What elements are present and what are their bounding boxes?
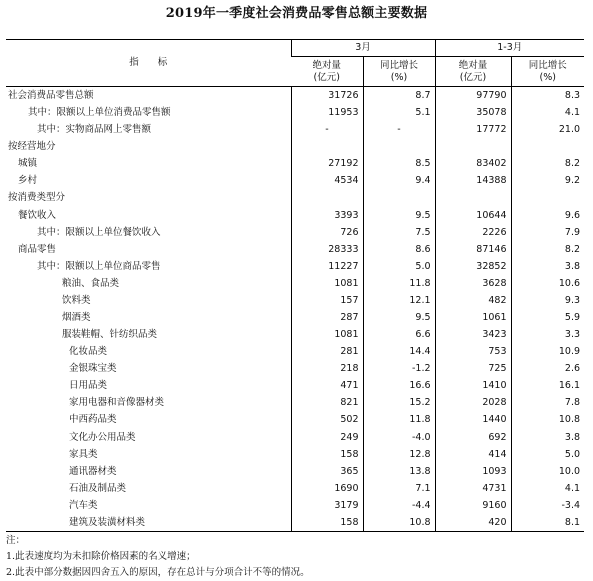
cell-quarter-yoy: 7.9 [511,224,584,241]
cell-month-yoy: - [363,121,435,138]
cell-quarter-abs: 692 [435,429,511,446]
row-label: 粮油、食品类 [62,277,120,289]
cell-month-abs: 287 [291,309,363,326]
row-label: 商品零售 [18,243,57,255]
cell-quarter-abs: 2028 [435,394,511,411]
table-row [6,121,584,138]
row-label: 社会消费品零售总额 [8,90,94,101]
cell-quarter-yoy: 8.1 [511,514,584,531]
cell-month-yoy: 8.5 [363,155,435,172]
cell-quarter-abs: 9160 [435,497,511,514]
cell-quarter-abs: 1440 [435,411,511,428]
row-label: 其中：限额以上单位餐饮收入 [37,226,161,238]
note-1: 1.此表速度均为未扣除价格因素的名义增速； [6,551,196,562]
cell-month-yoy: 12.1 [363,292,435,309]
row-label: 家用电器和音像器材类 [69,397,165,409]
row-label: 饮料类 [62,294,91,306]
table-row [6,429,584,446]
cell-month-yoy: 15.2 [363,394,435,411]
cell-quarter-yoy: 3.3 [511,326,584,343]
cell-quarter-abs: 1061 [435,309,511,326]
cell-quarter-yoy: 8.3 [511,87,584,105]
row-label: 城镇 [18,158,38,170]
cell-quarter-yoy: 8.2 [511,241,584,258]
cell-month-yoy: 8.7 [363,87,435,105]
row-label: 石油及制品类 [69,482,127,494]
table-row [6,480,584,497]
row-label: 按经营地分 [8,141,56,153]
cell-quarter-yoy: 5.0 [511,446,584,463]
table-row [6,360,584,377]
cell-quarter-yoy [511,189,584,206]
cell-quarter-abs: 32852 [435,258,511,275]
cell-month-abs: 1081 [291,275,363,292]
cell-month-yoy: 13.8 [363,463,435,480]
table-row [6,189,584,206]
row-label: 建筑及装潢材料类 [69,516,146,528]
table-row [6,155,584,172]
cell-quarter-abs: 1410 [435,377,511,394]
table-row [6,326,584,343]
header-period-month: 3月 [291,40,435,57]
row-label: 家具类 [69,448,98,460]
cell-month-abs: 218 [291,360,363,377]
bottom-rule [6,531,584,532]
cell-quarter-abs: 725 [435,360,511,377]
cell-month-abs: 726 [291,224,363,241]
row-label: 乡村 [18,175,38,187]
table-row [6,275,584,292]
cell-month-abs [291,189,363,206]
cell-quarter-abs [435,138,511,155]
cell-month-yoy: 5.0 [363,258,435,275]
row-label: 通讯器材类 [69,465,117,477]
row-label: 文化办公用品类 [69,431,136,443]
table-row [6,394,584,411]
cell-quarter-abs: 482 [435,292,511,309]
cell-month-yoy: 9.5 [363,309,435,326]
cell-month-yoy: 9.4 [363,172,435,189]
table-row [6,309,584,326]
cell-month-abs: 28333 [291,241,363,258]
header-row-periods [6,40,584,57]
cell-month-abs: 471 [291,377,363,394]
header-abs-quarter: 绝对量 (亿元) [435,57,511,87]
cell-month-abs: 11227 [291,258,363,275]
cell-month-yoy: 6.6 [363,326,435,343]
row-label: 其中：实物商品网上零售额 [37,124,152,136]
cell-quarter-yoy: 10.9 [511,343,584,360]
row-label: 中西药品类 [69,414,117,426]
row-label: 餐饮收入 [18,209,57,221]
row-label: 日用品类 [69,380,108,392]
row-label: 服装鞋帽、针纺织品类 [62,329,158,341]
table-row [6,138,584,155]
header-abs-month: 绝对量 (亿元) [291,57,363,87]
cell-month-abs: 1081 [291,326,363,343]
cell-quarter-abs: 1093 [435,463,511,480]
notes-heading: 注： [6,535,26,546]
cell-month-abs: 502 [291,411,363,428]
cell-month-yoy: 10.8 [363,514,435,531]
row-label: 其中：限额以上单位商品零售 [37,260,161,272]
cell-month-yoy: 11.8 [363,275,435,292]
cell-quarter-abs [435,189,511,206]
row-label: 金银珠宝类 [69,363,117,375]
header-period-quarter: 1-3月 [435,40,584,57]
cell-month-abs: 365 [291,463,363,480]
table-row [6,446,584,463]
table-row [6,497,584,514]
cell-quarter-abs: 17772 [435,121,511,138]
cell-quarter-abs: 14388 [435,172,511,189]
cell-month-abs: 157 [291,292,363,309]
cell-month-abs: 158 [291,446,363,463]
cell-quarter-yoy: 4.1 [511,480,584,497]
cell-quarter-yoy: 7.8 [511,394,584,411]
cell-quarter-abs: 420 [435,514,511,531]
table-row [6,241,584,258]
cell-quarter-yoy: 4.1 [511,104,584,121]
cell-month-yoy: 5.1 [363,104,435,121]
cell-month-yoy: -4.4 [363,497,435,514]
table-notes [6,533,591,581]
cell-month-yoy: 7.5 [363,224,435,241]
cell-quarter-yoy [511,138,584,155]
cell-quarter-yoy: 8.2 [511,155,584,172]
table-row [6,104,584,121]
row-label: 烟酒类 [62,312,91,324]
cell-month-abs: 31726 [291,87,363,105]
cell-quarter-yoy: 10.0 [511,463,584,480]
cell-quarter-abs: 4731 [435,480,511,497]
cell-month-yoy [363,138,435,155]
cell-month-abs: 3393 [291,207,363,224]
table-row [6,343,584,360]
cell-month-yoy: 16.6 [363,377,435,394]
header-indicator: 指 标 [6,40,291,87]
cell-month-abs: 4534 [291,172,363,189]
cell-quarter-abs: 83402 [435,155,511,172]
cell-quarter-yoy: 9.6 [511,207,584,224]
cell-quarter-yoy: 3.8 [511,429,584,446]
table-row [6,463,584,480]
cell-quarter-yoy: 2.6 [511,360,584,377]
cell-quarter-yoy: 16.1 [511,377,584,394]
cell-quarter-yoy: 21.0 [511,121,584,138]
row-label: 汽车类 [69,499,98,511]
cell-month-yoy: 9.5 [363,207,435,224]
note-2: 2.此表中部分数据因四舍五入的原因，存在总计与分项合计不等的情况。 [6,567,310,578]
cell-month-yoy [363,189,435,206]
cell-quarter-yoy: -3.4 [511,497,584,514]
table-row [6,258,584,275]
table-row [6,87,584,105]
cell-month-abs: 281 [291,343,363,360]
cell-month-yoy: -4.0 [363,429,435,446]
cell-month-yoy: 14.4 [363,343,435,360]
cell-month-yoy: 12.8 [363,446,435,463]
cell-month-abs: - [291,121,363,138]
cell-quarter-abs: 97790 [435,87,511,105]
cell-quarter-yoy: 3.8 [511,258,584,275]
cell-quarter-abs: 3423 [435,326,511,343]
table-row [6,207,584,224]
cell-quarter-abs: 87146 [435,241,511,258]
cell-quarter-yoy: 9.3 [511,292,584,309]
row-label: 按消费类型分 [8,192,66,204]
table-row [6,514,584,531]
row-label: 化妆品类 [69,346,108,358]
cell-month-yoy: -1.2 [363,360,435,377]
cell-quarter-abs: 753 [435,343,511,360]
cell-month-yoy: 8.6 [363,241,435,258]
cell-quarter-yoy: 5.9 [511,309,584,326]
cell-quarter-abs: 35078 [435,104,511,121]
cell-month-yoy: 11.8 [363,411,435,428]
cell-month-abs: 158 [291,514,363,531]
retail-sales-table [6,40,584,531]
header-yoy-quarter: 同比增长 (%) [511,57,584,87]
cell-quarter-yoy: 10.6 [511,275,584,292]
table-title: 2019年一季度社会消费品零售总额主要数据 [165,6,428,21]
cell-quarter-abs: 10644 [435,207,511,224]
cell-month-abs: 1690 [291,480,363,497]
cell-month-yoy: 7.1 [363,480,435,497]
cell-month-abs: 821 [291,394,363,411]
table-row [6,172,584,189]
cell-month-abs: 3179 [291,497,363,514]
cell-month-abs: 11953 [291,104,363,121]
cell-quarter-abs: 3628 [435,275,511,292]
cell-quarter-abs: 2226 [435,224,511,241]
table-row [6,224,584,241]
table-row [6,377,584,394]
cell-quarter-abs: 414 [435,446,511,463]
cell-quarter-yoy: 10.8 [511,411,584,428]
header-yoy-month: 同比增长 (%) [363,57,435,87]
row-label: 其中：限额以上单位消费品零售额 [28,107,171,119]
cell-month-abs [291,138,363,155]
cell-quarter-yoy: 9.2 [511,172,584,189]
table-row [6,292,584,309]
table-row [6,411,584,428]
cell-month-abs: 249 [291,429,363,446]
cell-month-abs: 27192 [291,155,363,172]
